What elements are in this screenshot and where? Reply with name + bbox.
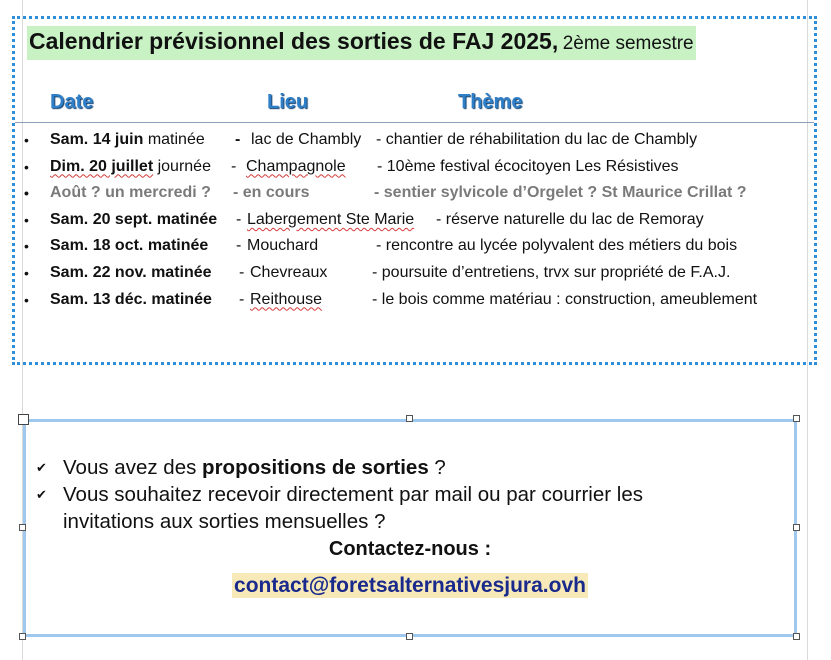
resize-handle-bottom-left[interactable] xyxy=(19,633,26,640)
checkmark-icon: ✔ xyxy=(36,460,47,475)
resize-handle-bottom-right[interactable] xyxy=(793,633,800,640)
outing-date: Sam. 14 juin matinée xyxy=(50,131,205,148)
outing-date: Sam. 13 déc. matinée xyxy=(50,290,212,308)
calendar-title xyxy=(27,26,696,60)
outing-row xyxy=(15,287,814,314)
outing-theme: - chantier de réhabilitation du lac de Chambly xyxy=(376,131,698,148)
contact-frame[interactable] xyxy=(23,419,797,637)
email-wrapper xyxy=(26,574,794,598)
outing-place: - en cours xyxy=(233,184,310,202)
outing-separator: - xyxy=(231,157,237,175)
outing-separator: - xyxy=(239,263,245,281)
bullet-icon: • xyxy=(24,238,29,255)
outing-place: lac de Chambly xyxy=(251,131,362,148)
outing-row xyxy=(15,207,814,234)
column-header-date: Date xyxy=(50,91,94,113)
resize-handle-bottom[interactable] xyxy=(406,633,413,640)
resize-handle-top[interactable] xyxy=(406,415,413,422)
outing-theme: - rencontre au lycée polyvalent des métiers du bois xyxy=(376,237,738,255)
outing-theme: - le bois comme matériau : construction, ameublement xyxy=(372,290,758,308)
outing-date: Août ? un mercredi ? xyxy=(50,184,211,202)
resize-handle-right[interactable] xyxy=(793,524,800,531)
bullet-icon: • xyxy=(24,264,29,281)
outing-row xyxy=(15,127,814,154)
outing-place: Labergement Ste Marie xyxy=(247,210,415,228)
checkmark-icon: ✔ xyxy=(36,487,47,502)
calendar-box[interactable] xyxy=(12,16,817,365)
outing-row xyxy=(15,260,814,287)
outing-separator: - xyxy=(235,131,241,148)
question-invitations-line2: invitations aux sorties mensuelles ? xyxy=(63,510,386,533)
bullet-icon: • xyxy=(24,291,29,308)
outing-theme: - réserve naturelle du lac de Remoray xyxy=(436,210,704,228)
outing-date: Sam. 18 oct. matinée xyxy=(50,237,209,255)
outing-theme: - poursuite d’entretiens, trvx sur propriété de F.A.J. xyxy=(372,263,731,281)
outing-date: Sam. 22 nov. matinée xyxy=(50,263,212,281)
question-invitations-line1: Vous souhaitez recevoir directement par mail ou par courrier les xyxy=(63,483,643,506)
outings-list xyxy=(15,127,814,313)
outing-row xyxy=(15,180,814,207)
outing-row xyxy=(15,154,814,181)
column-header-theme: Thème xyxy=(458,91,523,113)
outing-separator: - xyxy=(236,210,242,228)
resize-handle-top-right[interactable] xyxy=(793,415,800,422)
question-proposals: Vous avez des propositions de sorties ? xyxy=(63,456,446,479)
outing-theme: - 10ème festival écocitoyen Les Résistives xyxy=(377,157,679,175)
outing-date: Dim. 20 juillet journée xyxy=(50,157,211,175)
outing-separator: - xyxy=(236,237,242,255)
outing-date: Sam. 20 sept. matinée xyxy=(50,210,218,228)
outing-theme: - sentier sylvicole d’Orgelet ? St Maurice Crillat ? xyxy=(374,184,747,202)
calendar-title-main: Calendrier prévisionnel des sorties de FAJ 2025, xyxy=(29,28,559,54)
contact-email-link[interactable]: contact@foretsalternativesjura.ovh xyxy=(234,574,586,597)
outing-separator: - xyxy=(239,290,245,308)
contact-label: Contactez-nous : xyxy=(328,538,492,560)
header-rule xyxy=(15,122,814,123)
column-header-place: Lieu xyxy=(267,91,309,113)
bullet-icon: • xyxy=(24,185,29,202)
bullet-icon: • xyxy=(24,132,29,148)
calendar-title-sub: 2ème semestre xyxy=(562,33,694,54)
outing-place: Reithouse xyxy=(250,290,323,308)
resize-handle-top-left[interactable] xyxy=(18,414,29,425)
outing-place: Chevreaux xyxy=(250,263,328,281)
outing-place: Champagnole xyxy=(246,157,346,175)
resize-handle-left[interactable] xyxy=(19,524,26,531)
outing-row xyxy=(15,233,814,260)
outing-place: Mouchard xyxy=(247,237,319,255)
bullet-icon: • xyxy=(24,158,29,175)
bullet-icon: • xyxy=(24,211,29,228)
